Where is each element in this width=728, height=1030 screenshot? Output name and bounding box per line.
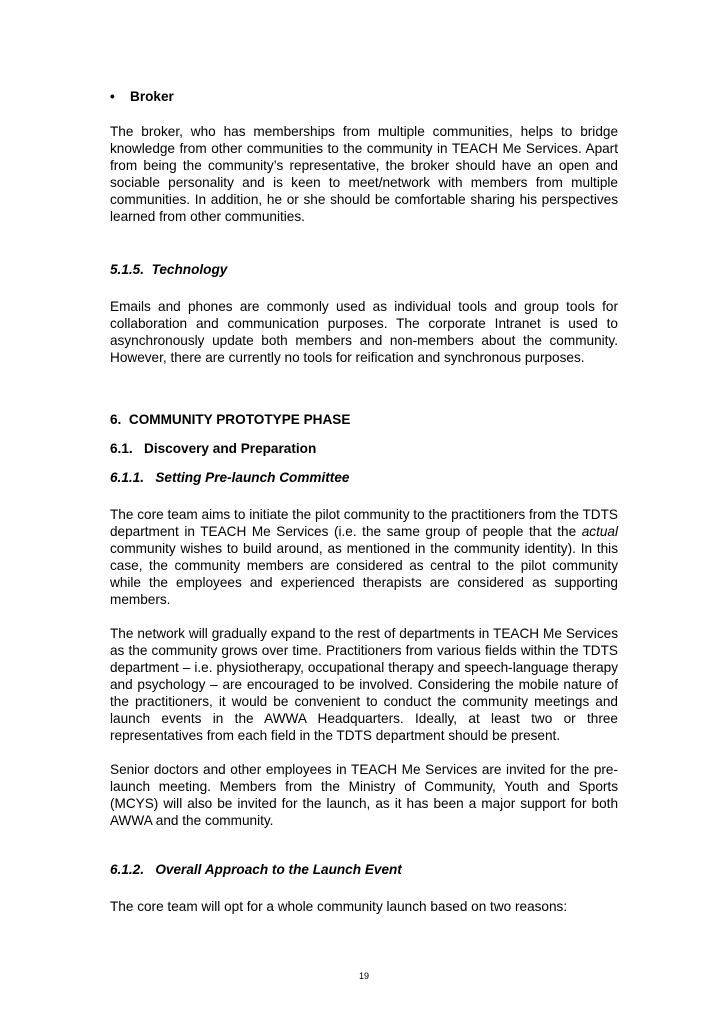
para1-italic-word: actual bbox=[581, 524, 618, 539]
launch-paragraph: The core team will opt for a whole community launch based on two reasons: bbox=[110, 899, 568, 914]
broker-title: Broker bbox=[130, 89, 174, 104]
para1-part-1: The core team aims to initiate the pilot community to the practitioners from the TDTS department in TEACH Me Services (i.e. the same group of people that the bbox=[110, 507, 618, 539]
technology-heading: 5.1.5. Technology bbox=[110, 262, 228, 277]
pre-launch-paragraph-3: Senior doctors and other employees in TEACH Me Services are invited for the pre-launch meeting. Members from the Ministry of Community, Youth and Sports (MCYS) will also be invited for the launch, as it has been a major support for both AWWA and the community. bbox=[110, 762, 618, 828]
technology-paragraph: Emails and phones are commonly used as individual tools and group tools for collaboration and communication purposes. The corporate Intranet is used to asynchronously update both members and non-members about the community. However, there are currently no tools for reification and synchronous purposes. bbox=[110, 299, 618, 365]
pre-launch-paragraph-2: The network will gradually expand to the rest of departments in TEACH Me Services as the community grows over time. Practitioners from various fields within the TDTS department – i.e. physiotherapy, occupational therapy and speech-language therapy and psychology – are encouraged to be involved. Considering the mobile nature of the practitioners, it would be convenient to conduct the community meetings and launch events in the AWWA Headquarters. Ideally, at least two or three representatives from each field in the TDTS department should be present. bbox=[110, 626, 618, 743]
page-number: 19 bbox=[358, 971, 369, 981]
broker-heading bbox=[110, 86, 618, 108]
document-page bbox=[110, 86, 618, 915]
section-6-1-heading: 6.1. Discovery and Preparation bbox=[110, 441, 317, 456]
section-6-heading: 6. COMMUNITY PROTOTYPE PHASE bbox=[110, 412, 351, 427]
broker-paragraph: The broker, who has memberships from multiple communities, helps to bridge knowledge from other communities to the community in TEACH Me Services. Apart from being the community’s representative, the broker should have an open and sociable personality and is keen to meet/network with members from multiple communities. In addition, he or she should be comfortable sharing his perspectives learned from other communities. bbox=[110, 124, 618, 224]
section-6-1-1-heading: 6.1.1. Setting Pre-launch Committee bbox=[110, 470, 350, 485]
section-6-1-2-heading: 6.1.2. Overall Approach to the Launch Event bbox=[110, 862, 402, 877]
bullet-marker: • bbox=[110, 89, 115, 104]
pre-launch-paragraph-1 bbox=[110, 506, 618, 608]
para1-part-2: community wishes to build around, as mentioned in the community identity). In this case, the community members are considered as central to the pilot community while the employees and experienced therapists are considered as supporting members. bbox=[110, 541, 618, 607]
